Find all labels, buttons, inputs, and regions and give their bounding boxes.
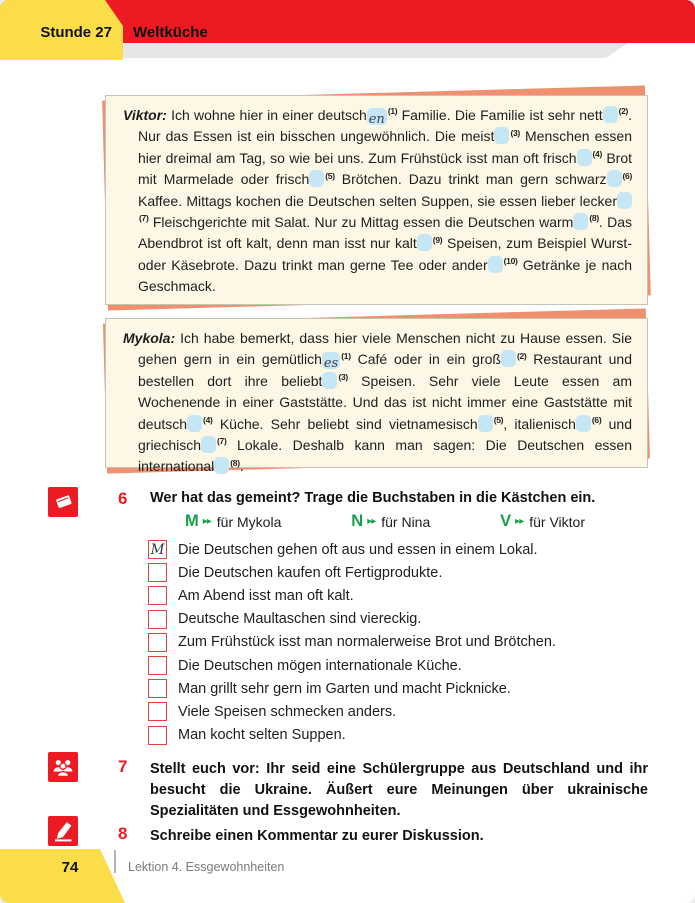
- legend-label: für Nina: [381, 513, 431, 530]
- blank-number: (4): [592, 149, 603, 160]
- statement-row: [148, 561, 650, 584]
- book-icon: [48, 487, 78, 517]
- blank-field[interactable]: [478, 415, 493, 432]
- answer-box[interactable]: [148, 679, 167, 698]
- legend-label: für Viktor: [529, 513, 585, 530]
- exercise-7-number: 7: [118, 757, 128, 776]
- statement-text: Zum Frühstück isst man normalerweise Brot und Brötchen.: [178, 634, 556, 651]
- text-segment: .: [239, 458, 244, 475]
- statement-text: Deutsche Maultaschen sind viereckig.: [178, 611, 422, 628]
- text-segment: Fleischgerichte mit Salat. Nur zu Mittag essen die Deutschen warm: [148, 214, 574, 231]
- blank-field[interactable]: [322, 352, 340, 372]
- header-gray-strip: [123, 43, 628, 58]
- blank-field[interactable]: [603, 106, 618, 123]
- blank-number: (8): [230, 457, 240, 468]
- exercise-6-number: 6: [118, 489, 128, 508]
- answer-box[interactable]: [148, 563, 167, 582]
- statement-row: [148, 700, 650, 723]
- text-segment: Lokale. Deshalb kann man sagen: Die Deutschen essen international: [138, 437, 632, 475]
- statement-text: Die Deutschen mögen internationale Küche.: [178, 657, 462, 674]
- statement-row: [148, 608, 650, 631]
- blank-field[interactable]: [187, 415, 202, 432]
- answer-box[interactable]: [148, 656, 167, 675]
- viktor-textbox: [105, 95, 648, 305]
- footer-yellow-tab: [0, 849, 125, 903]
- answer-box[interactable]: [148, 726, 167, 745]
- blank-field[interactable]: [309, 170, 324, 187]
- blank-number: (10): [503, 256, 518, 267]
- handwritten-answer: es: [323, 356, 339, 372]
- blank-number: (2): [618, 106, 629, 117]
- blank-number: (3): [510, 127, 520, 138]
- textbox-paper: [105, 95, 648, 305]
- blank-field[interactable]: [488, 256, 503, 273]
- legend-item: [500, 512, 585, 531]
- blank-field[interactable]: [573, 213, 588, 230]
- blank-number: (7): [139, 213, 149, 224]
- page-number: 74: [61, 859, 79, 876]
- text-segment: . Das Abendbrot ist oft kalt, denn man isst nur kalt: [138, 214, 633, 252]
- statement-row: [148, 631, 650, 654]
- blank-field[interactable]: [617, 192, 632, 209]
- blank-field[interactable]: [607, 170, 622, 187]
- blank-field[interactable]: [201, 436, 216, 453]
- blank-field[interactable]: [214, 457, 229, 474]
- text-segment: Menschen essen hier dreimal am Tag, so wie bei uns. Zum Frühstück isst man oft frisch: [138, 128, 633, 166]
- blank-number: (9): [432, 234, 443, 245]
- blank-number: (1): [387, 106, 398, 117]
- legend-letter: N: [351, 512, 364, 530]
- blank-field[interactable]: [417, 234, 432, 251]
- exercise-8-text: Schreibe einen Kommentar zu eurer Diskussion.: [150, 828, 484, 844]
- blank-number: (8): [589, 213, 599, 224]
- statement-text: Die Deutschen kaufen oft Fertigprodukte.: [178, 564, 443, 581]
- blank-number: (5): [325, 170, 335, 181]
- blank-number: (3): [338, 372, 348, 383]
- speaker-name: Mykola:: [123, 330, 176, 346]
- statement-checklist: [148, 538, 650, 747]
- handwritten-answer: en: [368, 112, 385, 127]
- text-segment: Restaurant und bestellen dort ihre beliebt: [138, 351, 632, 389]
- text-segment: Ich wohne hier in einer deutsch: [166, 107, 367, 123]
- mykola-paragraph: [106, 319, 647, 478]
- legend-label: für Mykola: [216, 513, 282, 530]
- group-icon: [48, 752, 78, 782]
- answer-box[interactable]: M: [148, 540, 167, 559]
- footer-divider: [114, 850, 116, 873]
- blank-field[interactable]: [576, 415, 591, 432]
- exercise-6-title: Wer hat das gemeint? Trage die Buchstaben in die Kästchen ein.: [150, 490, 596, 506]
- blank-field[interactable]: [501, 350, 516, 367]
- speaker-name: Viktor:: [123, 107, 167, 123]
- blank-number: (7): [217, 436, 227, 447]
- blank-number: (4): [203, 414, 213, 425]
- answer-box[interactable]: [148, 633, 167, 652]
- blank-number: (5): [493, 414, 504, 425]
- text-segment: Ich habe bemerkt, dass hier viele Menschen nicht zu Hause essen. Sie gehen gern in ein gemütlich: [138, 330, 632, 368]
- blank-number: (2): [516, 350, 527, 361]
- statement-row: [148, 584, 650, 607]
- legend-item: [185, 512, 281, 531]
- double-arrow-icon: ▸▸: [202, 516, 211, 527]
- text-segment: Speisen. Sehr viele Leute essen am Wochenende in einer Gaststätte. Und das ist nicht immer eine Gaststätte mit deutsch: [138, 372, 633, 432]
- letter-legend: [185, 512, 585, 531]
- text-segment: Speisen, zum Beispiel Wurst- oder Käsebrote. Dazu trinkt man gerne Tee oder ander: [138, 235, 632, 273]
- blank-field[interactable]: [577, 149, 592, 166]
- double-arrow-icon: ▸▸: [515, 516, 524, 527]
- text-segment: . Nur das Essen ist ein bisschen ungewöhnlich. Die meist: [138, 107, 632, 145]
- text-segment: Familie. Die Familie ist sehr nett: [397, 107, 603, 123]
- blank-number: (6): [622, 170, 633, 181]
- exercise-8-number: 8: [118, 824, 128, 843]
- viktor-paragraph: [106, 96, 647, 298]
- statement-text: Am Abend isst man oft kalt.: [178, 587, 354, 604]
- double-arrow-icon: ▸▸: [367, 516, 376, 527]
- pencil-icon: [48, 816, 78, 846]
- blank-number: (6): [591, 414, 602, 425]
- blank-field[interactable]: [322, 372, 337, 389]
- answer-box[interactable]: [148, 702, 167, 721]
- text-segment: Kaffee. Mittags kochen die Deutschen selten Suppen, sie essen lieber lecker: [138, 192, 617, 209]
- statement-row: [148, 538, 650, 561]
- text-segment: Café oder in ein groß: [350, 351, 501, 368]
- text-segment: und griechisch: [138, 415, 632, 454]
- statement-text: Die Deutschen gehen oft aus und essen in einem Lokal.: [178, 541, 538, 558]
- blank-field[interactable]: [367, 108, 387, 125]
- legend-item: [351, 512, 430, 531]
- statement-row: [148, 724, 650, 747]
- text-segment: Getränke je nach Geschmack.: [138, 256, 632, 295]
- legend-letter: V: [500, 512, 512, 530]
- statement-text: Viele Speisen schmecken anders.: [178, 703, 397, 720]
- text-segment: Brötchen. Dazu trinkt man gern schwarz: [334, 171, 607, 188]
- text-segment: Brot mit Marmelade oder frisch: [138, 149, 632, 188]
- answer-box[interactable]: [148, 586, 167, 605]
- mykola-textbox: [105, 318, 648, 475]
- statement-row: [148, 677, 650, 700]
- blank-number: (1): [341, 350, 351, 361]
- answer-box[interactable]: [148, 610, 167, 629]
- page-title: Weltküche: [133, 24, 208, 41]
- footer-lesson-label: Lektion 4. Essgewohnheiten: [128, 860, 285, 874]
- blank-field[interactable]: [494, 127, 509, 144]
- lesson-number-label: Stunde 27: [40, 24, 112, 41]
- legend-letter: M: [185, 512, 199, 530]
- text-segment: Küche. Sehr beliebt sind vietnamesisch: [212, 415, 478, 432]
- exercise-7-text: Stellt euch vor: Ihr seid eine Schülergruppe aus Deutschland und ihr besucht die Ukraine. Äußert eure Meinungen über ukrainische Spezialitäten und Essgewohnheiten.: [150, 761, 648, 819]
- statement-row: [148, 654, 650, 677]
- statement-text: Man kocht selten Suppen.: [178, 727, 346, 744]
- statement-text: Man grillt sehr gern im Garten und macht Picknicke.: [178, 680, 511, 697]
- text-segment: , italienisch: [503, 415, 576, 432]
- textbox-paper: [105, 318, 648, 475]
